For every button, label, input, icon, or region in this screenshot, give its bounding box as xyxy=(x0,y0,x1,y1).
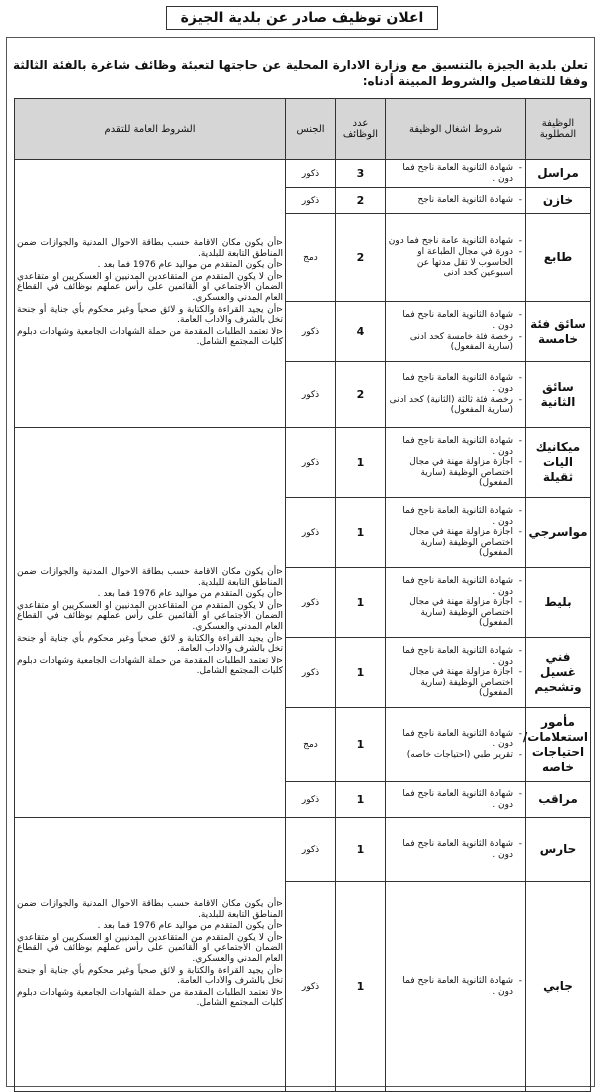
bullet-icon: ⊲ xyxy=(276,600,283,610)
job-count: 3 xyxy=(336,160,386,188)
header-count: عدد الوظائف xyxy=(336,99,386,160)
job-count: 4 xyxy=(336,302,386,362)
condition-text: أن يجيد القراءة والكتابة و لائق صحياً وغير محكوم بأي جناية أو جنحة تخل بالشرف والاداب العامة. xyxy=(17,965,283,987)
condition-text: لا تعتمد الطلبات المقدمة من حملة الشهادات الجامعية وشهادات دبلوم كليات المجتمع الشامل. xyxy=(17,326,283,348)
requirement-item: - شهادة الثانوية العامة ناجح فما دون . xyxy=(388,646,523,667)
condition-item xyxy=(17,933,283,965)
condition-item xyxy=(17,634,283,655)
requirement-item: - شهادة الثانوية العامة ناجح فما دون . xyxy=(388,163,523,184)
requirement-item: - شهادة الثانوية العامة ناجح فما دون . xyxy=(388,729,523,750)
requirement-item: - اجازة مزاولة مهنة في مجال اختصاص الوظيفة (سارية المفعول) xyxy=(388,527,523,559)
condition-item xyxy=(17,272,283,304)
job-count: 1 xyxy=(336,638,386,708)
job-title: سائق فئة خامسة xyxy=(526,302,591,362)
page-title: اعلان توظيف صادر عن بلدية الجيزة xyxy=(166,6,438,30)
job-title: جابي xyxy=(526,882,591,1092)
job-title: مواسرجي xyxy=(526,498,591,568)
job-gender: ذكور xyxy=(286,160,336,188)
condition-text: لا تعتمد الطلبات المقدمة من حملة الشهادات الجامعية وشهادات دبلوم كليات المجتمع الشامل. xyxy=(17,655,283,677)
job-count: 1 xyxy=(336,782,386,818)
job-gender: ذكور xyxy=(286,638,336,708)
job-requirements xyxy=(386,708,526,782)
bullet-icon: ⊲ xyxy=(276,899,283,909)
bullet-icon: ⊲ xyxy=(276,965,283,975)
condition-text: أن يكون المتقدم من مواليد عام 1976 فما بعد . xyxy=(97,260,277,271)
job-requirements xyxy=(386,428,526,498)
job-count: 1 xyxy=(336,882,386,1092)
condition-text: أن يكون مكان الاقامة حسب بطاقة الاحوال المدنية والجوازات ضمن المناطق التابعة للبلدية. xyxy=(17,238,283,259)
job-count: 2 xyxy=(336,214,386,302)
condition-text: أن يجيد القراءة والكتابة و لائق صحياً وغير محكوم بأي جناية أو جنحة تخل بالشرف والاداب العامة. xyxy=(17,633,283,655)
condition-item xyxy=(17,656,283,677)
bullet-icon: ⊲ xyxy=(276,271,283,281)
condition-text: أن يكون مكان الاقامة حسب بطاقة الاحوال المدنية والجوازات ضمن المناطق التابعة للبلدية. xyxy=(17,899,283,920)
requirement-item: - شهادة الثانوية العامة ناجح فما دون . xyxy=(388,839,523,860)
job-count: 1 xyxy=(336,498,386,568)
job-requirements xyxy=(386,782,526,818)
job-count: 1 xyxy=(336,568,386,638)
bullet-icon: ⊲ xyxy=(276,589,283,599)
job-title: ميكانيك اليات ثقيلة xyxy=(526,428,591,498)
job-title: حارس xyxy=(526,818,591,882)
job-count: 2 xyxy=(336,362,386,428)
job-title: فني غسيل وتشحيم xyxy=(526,638,591,708)
bullet-icon: ⊲ xyxy=(276,304,283,314)
condition-item xyxy=(17,327,283,348)
condition-item xyxy=(17,567,283,588)
requirement-item: - شهادة الثانوية عامة ناجح فما دون xyxy=(388,236,523,247)
general-conditions-cell xyxy=(15,428,286,818)
job-count: 1 xyxy=(336,428,386,498)
jobs-table xyxy=(14,98,591,1092)
job-gender: ذكور xyxy=(286,568,336,638)
job-gender: ذكور xyxy=(286,818,336,882)
condition-text: أن يجيد القراءة والكتابة و لائق صحياً وغير محكوم بأي جناية أو جنحة تخل بالشرف والاداب العامة. xyxy=(17,304,283,326)
bullet-icon: ⊲ xyxy=(276,567,283,577)
intro-text: تعلن بلدية الجيزة بالتنسيق مع وزارة الادارة المحلية عن حاجتها لتعبئة وظائف شاغرة بالفئة الثالثة وفقا للتفاصيل والشروط المبينة أدناه: xyxy=(13,58,588,88)
condition-text: أن يكون المتقدم من مواليد عام 1976 فما بعد . xyxy=(97,921,277,932)
requirement-item: - شهادة الثانوية العامة ناجح فما دون . xyxy=(388,436,523,457)
job-count: 1 xyxy=(336,708,386,782)
job-requirements xyxy=(386,302,526,362)
job-title: مأمور استعلامات/ احتياجات خاصه xyxy=(526,708,591,782)
bullet-icon: ⊲ xyxy=(276,987,283,997)
job-requirements xyxy=(386,362,526,428)
job-title: مراسل xyxy=(526,160,591,188)
job-requirements xyxy=(386,638,526,708)
requirement-item: - شهادة الثانوية العامة ناجح فما دون . xyxy=(388,506,523,527)
condition-item xyxy=(17,966,283,987)
job-requirements xyxy=(386,160,526,188)
job-gender: ذكور xyxy=(286,882,336,1092)
table-row xyxy=(15,428,591,498)
condition-item xyxy=(17,238,283,259)
bullet-icon: ⊲ xyxy=(276,655,283,665)
job-title: طابع xyxy=(526,214,591,302)
job-count: 2 xyxy=(336,188,386,214)
requirement-item: - شهادة الثانوية العامة ناجح فما دون . xyxy=(388,576,523,597)
bullet-icon: ⊲ xyxy=(276,326,283,336)
condition-text: أن لا يكون المتقدم من المتقاعدين المدنيين او العسكريين او متقاعدي الضمان الاجتماعي او القائمين على رأس عملهم بوظائف في القطاع العام المدني والعسكري. xyxy=(17,271,283,303)
condition-item xyxy=(17,899,283,920)
requirement-item: - اجازة مزاولة مهنة في مجال اختصاص الوظيفة (سارية المفعول) xyxy=(388,597,523,629)
header-requirements: شروط اشغال الوظيفة xyxy=(386,99,526,160)
job-requirements xyxy=(386,568,526,638)
job-gender: ذكور xyxy=(286,498,336,568)
general-conditions-cell xyxy=(15,818,286,1092)
job-requirements xyxy=(386,818,526,882)
requirement-item: - اجازة مزاولة مهنة في مجال اختصاص الوظيفة (سارية المفعول) xyxy=(388,667,523,699)
condition-text: أن لا يكون المتقدم من المتقاعدين المدنيين او العسكريين او متقاعدي الضمان الاجتماعي او القائمين على رأس عملهم بوظائف في القطاع العام المدني والعسكري. xyxy=(17,600,283,632)
condition-item xyxy=(17,921,283,932)
condition-item xyxy=(17,305,283,326)
job-requirements xyxy=(386,188,526,214)
condition-text: أن يكون مكان الاقامة حسب بطاقة الاحوال المدنية والجوازات ضمن المناطق التابعة للبلدية. xyxy=(17,567,283,588)
table-row xyxy=(15,160,591,188)
job-gender: دمج xyxy=(286,708,336,782)
job-gender: ذكور xyxy=(286,428,336,498)
condition-text: أن يكون المتقدم من مواليد عام 1976 فما بعد . xyxy=(97,589,277,600)
job-requirements xyxy=(386,498,526,568)
bullet-icon: ⊲ xyxy=(276,238,283,248)
condition-text: أن لا يكون المتقدم من المتقاعدين المدنيين او العسكريين او متقاعدي الضمان الاجتماعي او القائمين على رأس عملهم بوظائف في القطاع العام المدني والعسكري. xyxy=(17,932,283,964)
condition-item xyxy=(17,988,283,1009)
bullet-icon: ⊲ xyxy=(276,260,283,270)
header-job: الوظيفة المطلوبة xyxy=(526,99,591,160)
job-title: مراقب xyxy=(526,782,591,818)
bullet-icon: ⊲ xyxy=(276,921,283,931)
header-general-conditions: الشروط العامة للتقدم xyxy=(15,99,286,160)
condition-item xyxy=(17,260,283,271)
requirement-item: - رخصة فئة ثالثة (الثانية) كحد ادنى (سارية المفعول) xyxy=(388,395,523,416)
job-requirements xyxy=(386,214,526,302)
table-row xyxy=(15,818,591,882)
job-gender: ذكور xyxy=(286,302,336,362)
condition-item xyxy=(17,589,283,600)
requirement-item: - شهادة الثانوية العامة ناجح فما دون . xyxy=(388,789,523,810)
job-title: بليط xyxy=(526,568,591,638)
job-gender: ذكور xyxy=(286,188,336,214)
job-gender: ذكور xyxy=(286,362,336,428)
general-conditions-cell xyxy=(15,160,286,428)
bullet-icon: ⊲ xyxy=(276,633,283,643)
condition-text: لا تعتمد الطلبات المقدمة من حملة الشهادات الجامعية وشهادات دبلوم كليات المجتمع الشامل. xyxy=(17,987,283,1009)
job-gender: ذكور xyxy=(286,782,336,818)
table-body xyxy=(15,160,591,1092)
requirement-item: - تقرير طبي (احتياجات خاصه) xyxy=(388,750,523,761)
header-gender: الجنس xyxy=(286,99,336,160)
job-title: سائق الثانية xyxy=(526,362,591,428)
requirement-item: - اجازة مزاولة مهنة في مجال اختصاص الوظيفة (سارية المفعول) xyxy=(388,457,523,489)
requirement-item: - دورة في مجال الطباعة او الحاسوب لا تقل مدتها عن اسبوعين كحد ادنى xyxy=(388,247,523,279)
requirement-item: - شهادة الثانوية العامة ناجح فما دون . xyxy=(388,373,523,394)
job-requirements xyxy=(386,882,526,1092)
job-title: خازن xyxy=(526,188,591,214)
requirement-item: - رخصة فئة خامسة كحد ادنى (سارية المفعول) xyxy=(388,332,523,353)
bullet-icon: ⊲ xyxy=(276,932,283,942)
requirement-item: - شهادة الثانوية العامة ناجح فما دون . xyxy=(388,310,523,331)
condition-item xyxy=(17,601,283,633)
job-count: 1 xyxy=(336,818,386,882)
requirement-item: - شهادة الثانوية العامة ناجح xyxy=(388,195,523,206)
requirement-item: - شهادة الثانوية العامة ناجح فما دون . xyxy=(388,976,523,997)
job-gender: دمج xyxy=(286,214,336,302)
table-header-row xyxy=(15,99,591,160)
